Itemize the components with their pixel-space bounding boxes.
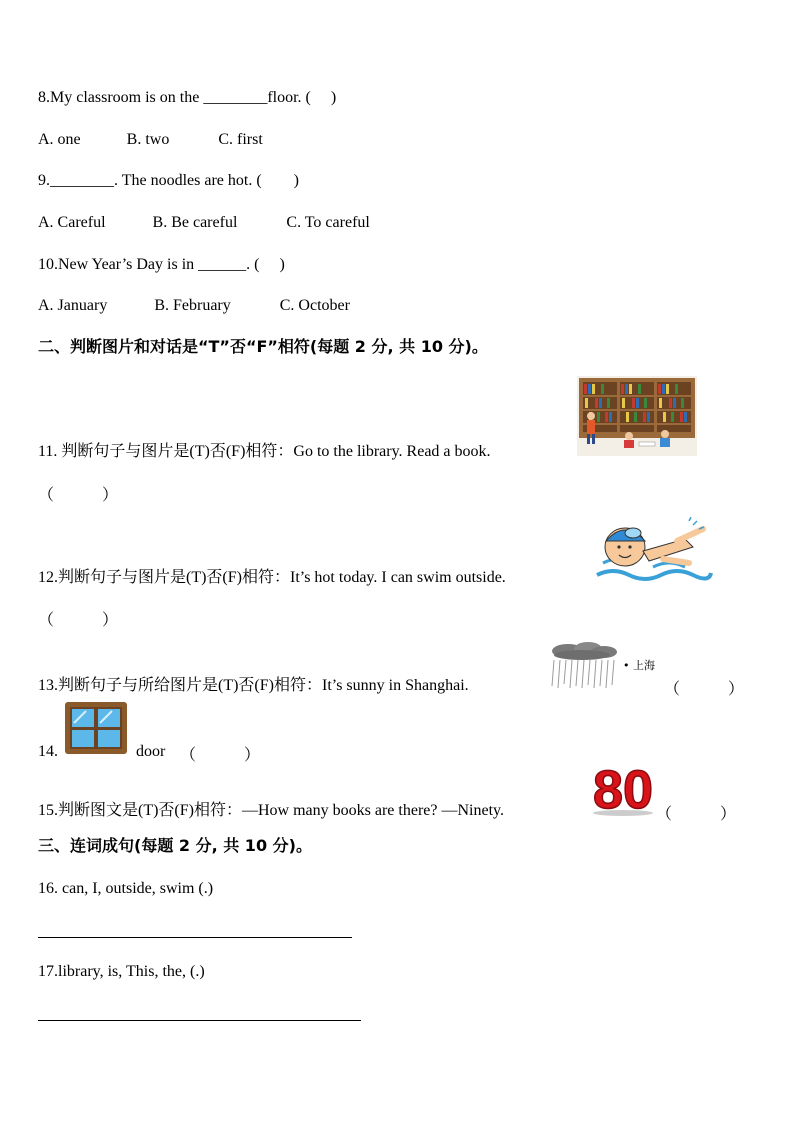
number-80-picture [588,762,658,818]
question-17-answer-line[interactable] [38,1020,361,1021]
option-a: A. January [38,297,108,314]
section-3-title: 三、连词成句(每题 2 分, 共 10 分)。 [38,836,312,855]
question-16-answer-line[interactable] [38,937,352,938]
option-c: C. October [279,297,350,314]
option-a: A. one [38,131,81,148]
question-12-answer-paren: （ ） [38,612,119,629]
question-12-text: 12.判断句子与图片是(T)否(F)相符：It’s hot today. I can swim outside. [38,569,506,586]
question-15-text: 15.判断图文是(T)否(F)相符：—How many books are there? —Ninety. [38,802,504,819]
question-13-text: 13.判断句子与所给图片是(T)否(F)相符：It’s sunny in Shanghai. [38,677,469,694]
section-2-title: 二、判断图片和对话是“T”否“F”相符(每题 2 分, 共 10 分)。 [38,337,488,356]
question-9-stem: 9.________. The noodles are hot. ( ) [38,172,299,189]
question-11-answer-paren: （ ） [38,487,119,504]
question-15-answer-paren: （ ） [656,806,737,823]
library-picture [577,376,697,456]
swimmer-picture [593,517,713,585]
rain-cloud-picture [548,642,620,692]
question-16-text: 16. can, I, outside, swim (.) [38,880,214,897]
option-a: A. Careful [38,214,106,231]
question-14-number: 14. [38,743,58,760]
option-b: B. two [126,131,170,148]
option-c: C. first [218,131,263,148]
option-c: C. To careful [286,214,370,231]
question-17-text: 17.library, is, This, the, (.) [38,963,205,980]
window-picture [64,701,128,755]
question-10-options [38,296,350,316]
question-13-answer-paren: （ ） [664,681,745,698]
city-label: • 上海 [623,659,655,672]
question-8-options [38,130,263,150]
question-11-text: 11. 判断句子与图片是(T)否(F)相符：Go to the library. Read a book. [38,443,491,460]
question-8-stem: 8.My classroom is on the ________floor. ( ) [38,89,337,106]
question-10-stem: 10.New Year’s Day is in ______. ( ) [38,256,285,273]
option-b: B. February [154,297,231,314]
question-9-options [38,213,370,233]
option-b: B. Be careful [152,214,238,231]
question-14-answer-paren: （ ） [180,747,261,764]
number-80-text: 80 [592,762,654,818]
question-14-word: door [136,743,166,760]
